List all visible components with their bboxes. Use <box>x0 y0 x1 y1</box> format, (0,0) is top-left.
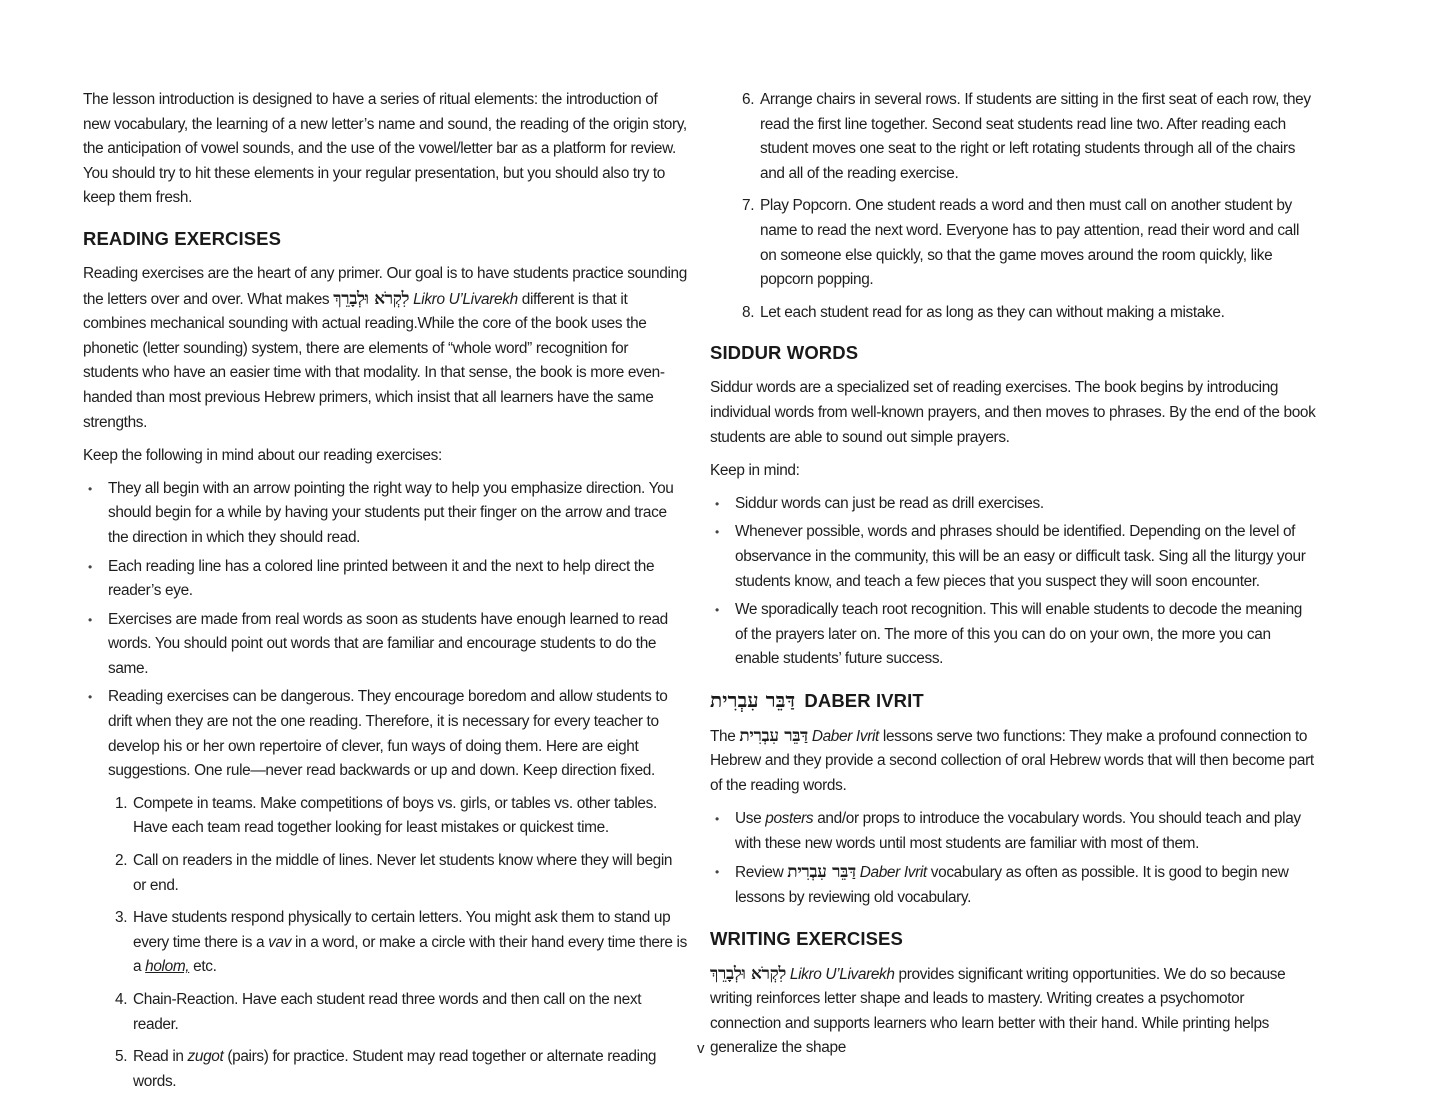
list-item: • Reading exercises can be dangerous. They encourage boredom and allow students to drift when they are not the one reading. Therefore, it is necessary for every teacher to develop his or her own repertoire of clever, fun ways of doing them. Here are eight suggestions. One rule—never read backwards or up and down. Keep direction fixed. <box>83 685 687 783</box>
intro-paragraph: The lesson introduction is designed to have a series of ritual elements: the introduction of new vocabulary, the learning of a new letter’s name and sound, the reading of the origin story, the anticipation of vowel sounds, and the use of the vowel/letter bar as a platform for review. You should try to hit these elements in your regular presentation, but you should also try to keep them fresh. <box>83 91 687 207</box>
writing-exercises-heading: WRITING EXERCISES <box>710 927 903 949</box>
keep-following: Keep the following in mind about our reading exercises: <box>83 446 442 464</box>
siddur-bullets <box>710 492 1316 672</box>
reading-paragraph: Reading exercises are the heart of any primer. Our goal is to have students practice sounding the letters over and over. What makes לִקְרֹא וּלְבָרֵךְ Likro U’Livarekh different is that it combines mechanical sounding with actual reading.While the core of the book uses the phonetic (letter sounding) system, there are elements of “whole word” recognition for students who have an easier time with that modality. In that sense, the book is more even-handed than most previous Hebrew primers, which insist that all learners have the same strengths. <box>83 264 687 431</box>
daber-paragraph: The דַּבֵּר עִבְרִית Daber Ivrit lessons serve two functions: They make a profound connection to Hebrew and they provide a second collection of oral Hebrew words that will then become part of the reading words. <box>710 725 1314 795</box>
suggestion-2: 2. Call on readers in the middle of lines. Never let students know where they will begin or end. <box>115 852 673 894</box>
writing-paragraph: לִקְרֹא וּלְבָרֵךְ Likro U’Livarekh provides significant writing opportunities. We do so because writing reinforces letter shape and leads to mastery. Writing creates a psychomotor connection and supports learners who learn better with their hand. While printing helps generalize the shape <box>710 963 1286 1057</box>
suggestion-3: 3. Have students respond physically to certain letters. You might ask them to stand up every time there is a vav in a word, or make a circle with their hand every time there is a holom, etc. <box>115 909 687 976</box>
reading-exercises-heading: READING EXERCISES <box>83 227 282 249</box>
likro-hebrew: לִקְרֹא וּלְבָרֵךְ <box>333 288 410 309</box>
suggestion-6: 6. Arrange chairs in several rows. If students are sitting in the first seat of each row, they read the first line together. Second seat students read line two. After reading each student moves one seat to the right or left rotating students through all of the chairs and all of the reading exercise. <box>742 91 1311 182</box>
list-item: • Review דַּבֵּר עִבְרִית Daber Ivrit vocabulary as often as possible. It is good to begin new lessons by reviewing old vocabulary. <box>710 860 1316 910</box>
list-item: • Exercises are made from real words as soon as students have enough learned to read words. You should point out words that are familiar and encourage students to do the same. <box>83 608 687 682</box>
suggestion-5: 5. Read in zugot (pairs) for practice. Student may read together or alternate reading words. <box>115 1048 657 1090</box>
likro-title: Likro U’Livarekh <box>413 290 518 308</box>
suggestion-list-continued <box>710 88 1316 325</box>
list-item: • Whenever possible, words and phrases should be identified. Depending on the level of observance in the community, this will be an easy or difficult task. Sing all the liturgy your students know, and teach a few pieces that you suspect they will soon encounter. <box>710 520 1316 594</box>
keep-in-mind: Keep in mind: <box>710 461 800 479</box>
suggestion-8: 8. Let each student read for as long as they can without making a mistake. <box>742 303 1225 321</box>
right-column <box>710 88 1316 1069</box>
siddur-paragraph: Siddur words are a specialized set of reading exercises. The book begins by introducing individual words from well-known prayers, and then moves to phrases. By the end of the book students are able to sound out simple prayers. <box>710 379 1316 446</box>
reading-bullets <box>83 477 687 784</box>
page-number: v <box>697 1040 705 1057</box>
list-item: • Siddur words can just be read as drill exercises. <box>710 492 1316 517</box>
suggestion-list <box>83 792 687 1095</box>
list-item: • Use posters and/or props to introduce the vocabulary words. You should teach and play with these new words until most students are familiar with most of them. <box>710 807 1316 856</box>
list-item: • We sporadically teach root recognition. This will enable students to decode the meaning of the prayers later on. The more of this you can do on your own, the more you can enable students’ future success. <box>710 598 1316 672</box>
suggestion-4: 4. Chain-Reaction. Have each student read three words and then call on the next reader. <box>115 991 642 1033</box>
left-column <box>83 88 687 1102</box>
daber-bullets <box>710 807 1316 910</box>
daber-ivrit-heading: דַּבֵּר עִבְרִית DABER IVRIT <box>710 687 924 712</box>
suggestion-7: 7. Play Popcorn. One student reads a word and then must call on another student by name to read the next word. Everyone has to pay attention, read their word and call on someone else quickly, so that the game moves around the room quickly, like popcorn popping. <box>742 197 1300 289</box>
list-item: • They all begin with an arrow pointing the right way to help you emphasize direction. You should begin for a while by having your students put their finger on the arrow and trace the direction in which they should read. <box>83 477 687 551</box>
list-item: • Each reading line has a colored line printed between it and the next to help direct the reader’s eye. <box>83 555 687 604</box>
siddur-words-heading: SIDDUR WORDS <box>710 342 859 364</box>
suggestion-1: 1. Compete in teams. Make competitions of boys vs. girls, or tables vs. other tables. Have each team read together looking for least mistakes or quickest time. <box>115 794 657 837</box>
